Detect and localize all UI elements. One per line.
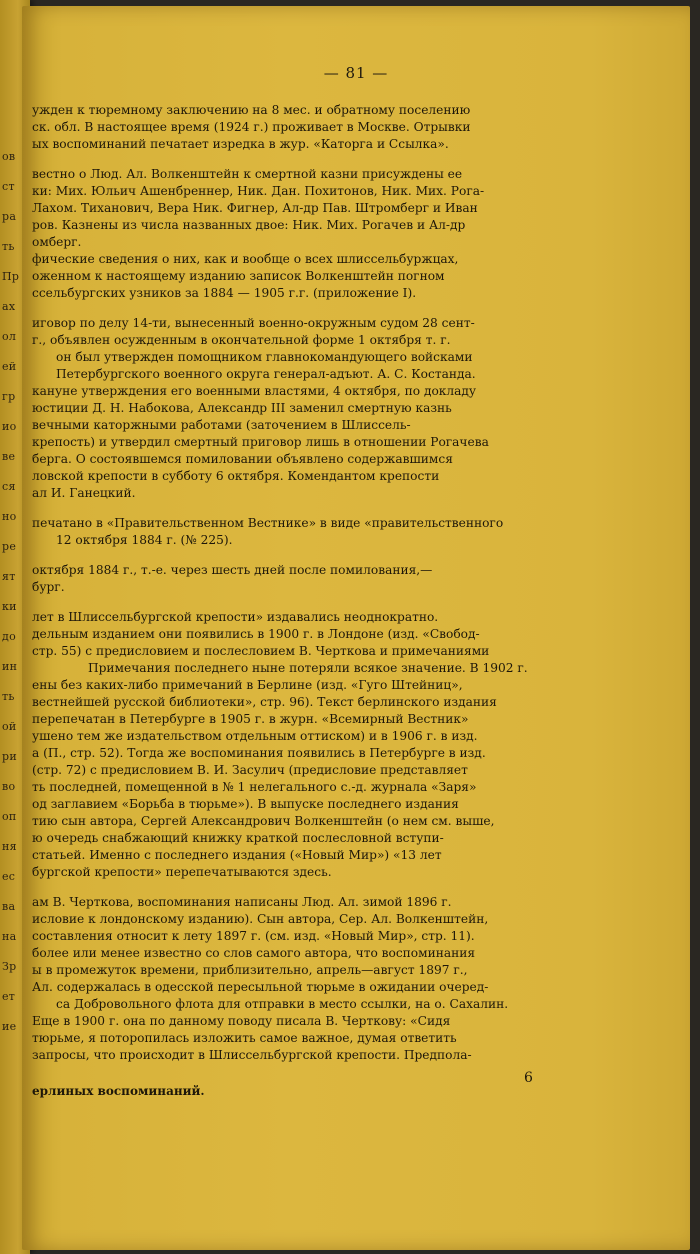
left-page-fragment: во xyxy=(2,780,16,793)
text-line: ловской крепости в субботу 6 октября. Комендантом крепости xyxy=(32,469,440,483)
text-line: ам В. Черткова, воспоминания написаны Люд. Ал. зимой 1896 г. xyxy=(32,895,452,909)
text-line: вестнейшей русской библиотеки», стр. 96). Текст берлинского издания xyxy=(32,695,497,709)
text-line: ых воспоминаний печатает изредка в жур. «Каторга и Ссылка». xyxy=(32,137,449,151)
text-line: юстиции Д. Н. Набокова, Александр III заменил смертную казнь xyxy=(32,401,452,415)
text-line: перепечатан в Петербурге в 1905 г. в журн. «Всемирный Вестник» xyxy=(32,712,469,726)
text-line: а (П., стр. 52). Тогда же воспоминания появились в Петербурге в изд. xyxy=(32,746,486,760)
text-line: тию сын автора, Сергей Александрович Волкенштейн (о нем см. выше, xyxy=(32,814,495,828)
paragraph xyxy=(32,315,637,502)
text-line: тюрьме, я поторопилась изложить самое важное, думая ответить xyxy=(32,1031,457,1045)
text-line: оженном к настоящему изданию записок Волкенштейн погном xyxy=(32,269,445,283)
left-page-fragment: ра xyxy=(2,210,17,223)
paragraph xyxy=(32,894,637,1064)
text-line: омберг. xyxy=(32,235,82,249)
text-line: од заглавием «Борьба в тюрьме»). В выпуске последнего издания xyxy=(32,797,459,811)
text-line: г., объявлен осужденным в окончательной форме 1 октября т. г. xyxy=(32,333,451,347)
text-line: канунe утверждения его военными властями, 4 октября, по докладу xyxy=(32,384,477,398)
page-body xyxy=(32,102,637,1077)
paragraph xyxy=(32,562,637,596)
left-page-fragment: ва xyxy=(2,900,16,913)
text-line: фические сведения о них, как и вообще о всех шлиссельбуржцах, xyxy=(32,252,459,266)
left-page-fragment: ри xyxy=(2,750,17,763)
left-page-fragment: на xyxy=(2,930,17,943)
text-line: исловие к лондонскому изданию). Сын автора, Сер. Ал. Волкенштейн, xyxy=(32,912,489,926)
left-page-fragment: ин xyxy=(2,660,18,673)
left-page-fragment: ся xyxy=(2,480,16,493)
text-line: лет в Шлиссельбургской крепости» издавались неоднократно. xyxy=(32,610,439,624)
page-number: — 81 — xyxy=(323,64,389,82)
paragraph xyxy=(32,166,637,302)
paragraph xyxy=(32,102,637,153)
text-line: вестно о Люд. Ал. Волкенштейн к смертной казни присуждены ее xyxy=(32,167,463,181)
left-page-fragment: гр xyxy=(2,390,16,403)
text-line: бург. xyxy=(32,580,65,594)
text-line: ы в промежуток времени, приблизительно, апрель—август 1897 г., xyxy=(32,963,468,977)
paragraph xyxy=(32,515,637,549)
footer-signature: ерлиных воспоминаний. xyxy=(32,1084,205,1098)
sheet-number: 6 xyxy=(524,1070,533,1086)
text-line: Еще в 1900 г. она по данному поводу писала В. Черткову: «Сидя xyxy=(32,1014,451,1028)
text-line: он был утвержден помощником главнокомандующего войсками xyxy=(56,350,473,364)
text-line: запросы, что происходит в Шлиссельбургской крепости. Предпола- xyxy=(32,1048,472,1062)
text-line: более или менее известно со слов самого автора, что воспоминания xyxy=(32,946,476,960)
text-line: берга. О состоявшемся помиловании объявлено содержавшимся xyxy=(32,452,453,466)
text-line: ссельбургских узников за 1884 — 1905 г.г. (приложение I). xyxy=(32,286,417,300)
left-page-fragment: ть xyxy=(2,240,15,253)
left-page-fragment: ой xyxy=(2,720,17,733)
text-line: ены без каких-либо примечаний в Берлине (изд. «Гуго Штейниц», xyxy=(32,678,463,692)
left-page-fragment: ре xyxy=(2,540,17,553)
text-line: са Добровольного флота для отправки в место ссылки, на о. Сахалин. xyxy=(56,997,509,1011)
text-line: составления относит к лету 1897 г. (см. изд. «Новый Мир», стр. 11). xyxy=(32,929,475,943)
text-line: ал И. Ганецкий. xyxy=(32,486,136,500)
text-line: (стр. 72) с предисловием В. И. Засулич (предисловие представляет xyxy=(32,763,468,777)
text-line: иговор по делу 14-ти, вынесенный военно-окружным судом 28 сент- xyxy=(32,316,475,330)
left-page-fragment: ве xyxy=(2,450,16,463)
left-page-fragment: ят xyxy=(2,570,16,583)
text-line: стр. 55) с предисловием и послесловием В. Черткова и примечаниями xyxy=(32,644,490,658)
text-line: дельным изданием они появились в 1900 г. в Лондоне (изд. «Свобод- xyxy=(32,627,480,641)
text-line: бургской крепости» перепечатываются здесь. xyxy=(32,865,332,879)
text-line: октября 1884 г., т.-е. через шесть дней после помилования,— xyxy=(32,563,433,577)
text-line: 12 октября 1884 г. (№ 225). xyxy=(56,533,233,547)
text-line: статьей. Именно с последнего издания («Новый Мир») «13 лет xyxy=(32,848,442,862)
paragraph xyxy=(32,609,637,881)
text-line: Лахом. Тиханович, Вера Ник. Фигнер, Ал-др Пав. Штромберг и Иван xyxy=(32,201,478,215)
text-line: Петербургского военного округа генерал-адъют. А. С. Костанда. xyxy=(56,367,476,381)
left-page-fragment: Зр xyxy=(2,960,17,973)
left-page-fragment: но xyxy=(2,510,17,523)
left-page-fragment: ес xyxy=(2,870,16,883)
left-page-fragment: ие xyxy=(2,1020,17,1033)
text-line: ть последней, помещенной в № 1 нелегального с.-д. журнала «Заря» xyxy=(32,780,477,794)
text-line: печатано в «Правительственном Вестнике» в виде «правительственного xyxy=(32,516,504,530)
text-line: крепость) и утвердил смертный приговор лишь в отношении Рогачева xyxy=(32,435,489,449)
left-page-fragment: ет xyxy=(2,990,16,1003)
right-page xyxy=(22,6,690,1250)
text-line: ю очередь снабжающий книжку краткой послесловной вступи- xyxy=(32,831,444,845)
left-page-fragment: оп xyxy=(2,810,17,823)
left-page-fragment: ть xyxy=(2,690,15,703)
left-page-fragment: ей xyxy=(2,360,17,373)
left-page-fragment: до xyxy=(2,630,16,643)
text-line: ки: Мих. Юльич Ашенбреннер, Ник. Дан. Похитонов, Ник. Мих. Рога- xyxy=(32,184,485,198)
left-page-fragment: ио xyxy=(2,420,17,433)
left-page-fragment: ов xyxy=(2,150,16,163)
text-line: ск. обл. В настоящее время (1924 г.) проживает в Москве. Отрывки xyxy=(32,120,471,134)
left-page-fragment: ня xyxy=(2,840,17,853)
left-page-fragment: ол xyxy=(2,330,17,343)
left-page-fragment: Пр xyxy=(2,270,20,283)
text-line: ров. Казнены из числа названных двое: Ник. Мих. Рогачев и Ал-др xyxy=(32,218,466,232)
text-line: ушено тем же издательством отдельным оттиском) и в 1906 г. в изд. xyxy=(32,729,478,743)
left-page-fragment: ст xyxy=(2,180,15,193)
text-line: вечными каторжными работами (заточением в Шлиссель- xyxy=(32,418,411,432)
left-page-fragment: ки xyxy=(2,600,17,613)
left-page-fragment: ах xyxy=(2,300,16,313)
text-line: ужден к тюремному заключению на 8 мес. и обратному поселению xyxy=(32,103,471,117)
text-line: Ал. содержалась в одесской пересыльной тюрьме в ожидании очеред- xyxy=(32,980,489,994)
text-line: Примечания последнего ныне потеряли всякое значение. В 1902 г. xyxy=(88,661,528,675)
